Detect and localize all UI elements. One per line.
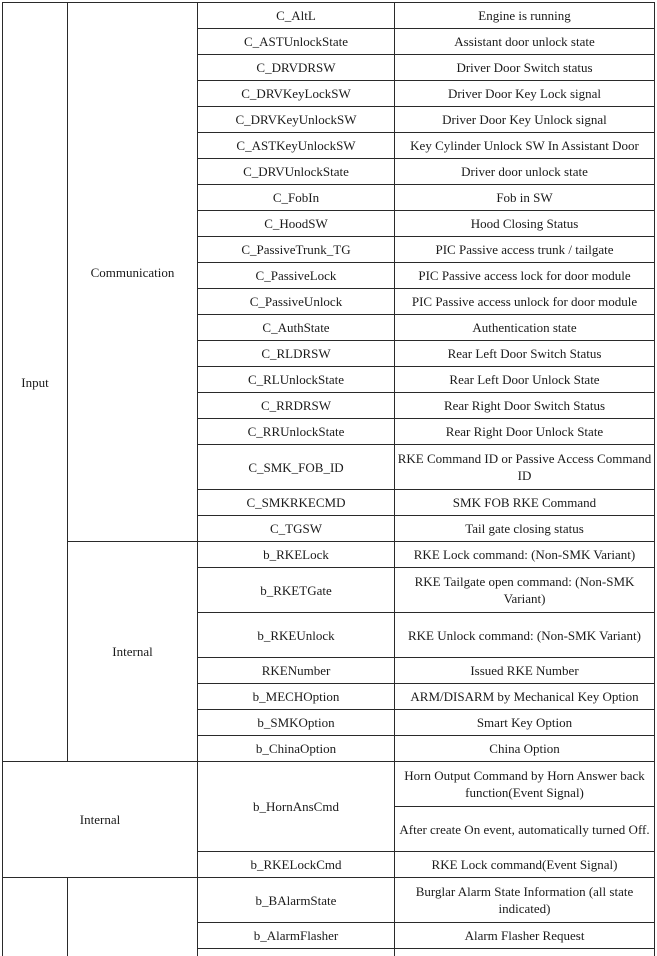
signal-name-cell: C_SMK_FOB_ID — [198, 445, 395, 490]
signal-name-cell: C_TGSW — [198, 516, 395, 542]
signal-description-cell: Hood Closing Status — [395, 211, 655, 237]
signal-name-cell: C_FobIn — [198, 185, 395, 211]
signal-name-cell: C_AuthState — [198, 315, 395, 341]
signal-name-cell: C_DRVKeyUnlockSW — [198, 107, 395, 133]
table-row — [3, 762, 655, 807]
signal-description-cell: Assistant door unlock state — [395, 29, 655, 55]
group-cell-output — [3, 878, 68, 956]
signal-description-cell: Smart Key Option — [395, 710, 655, 736]
signal-name-cell: C_AltL — [198, 3, 395, 29]
signal-name-cell: b_HornAnsCmd — [198, 762, 395, 852]
signal-description-cell: Fob in SW — [395, 185, 655, 211]
signal-description-cell: Rear Right Door Switch Status — [395, 393, 655, 419]
signal-name-cell: C_RLUnlockState — [198, 367, 395, 393]
signal-name-cell: C_DRVKeyLockSW — [198, 81, 395, 107]
signal-description-cell: Driver door unlock state — [395, 159, 655, 185]
signal-description-cell: PIC Passive access lock for door module — [395, 263, 655, 289]
signal-description-cell: Driver Door Switch status — [395, 55, 655, 81]
signal-description-cell: Driver Door Key Unlock signal — [395, 107, 655, 133]
signal-name-cell: b_RKEUnlock — [198, 613, 395, 658]
signal-name-cell: C_RRUnlockState — [198, 419, 395, 445]
table-row — [3, 542, 655, 568]
signal-description-cell: RKE Unlock command: (Non-SMK Variant) — [395, 613, 655, 658]
signal-description-cell: China Option — [395, 736, 655, 762]
signal-description-cell: ARM/DISARM by Mechanical Key Option — [395, 684, 655, 710]
signal-description-cell: RKE Lock command: (Non-SMK Variant) — [395, 542, 655, 568]
signal-name-cell: b_RKELock — [198, 542, 395, 568]
signal-name-cell: C_DRVUnlockState — [198, 159, 395, 185]
signal-name-cell: b_ChinaOption — [198, 736, 395, 762]
signal-description-cell: Authentication state — [395, 315, 655, 341]
signal-description-cell: After create On event, automatically turned Off. — [395, 807, 655, 852]
subgroup-cell-output — [68, 878, 198, 956]
signal-description-cell: Burglar Alarm State Information (all state indicated) — [395, 878, 655, 923]
subgroup-cell-internal: Internal — [68, 542, 198, 762]
signal-description-cell: Key Cylinder Unlock SW In Assistant Door — [395, 133, 655, 159]
signal-description-cell: Tail gate closing status — [395, 516, 655, 542]
group-cell-input: Input — [3, 3, 68, 762]
signal-name-cell: C_PassiveLock — [198, 263, 395, 289]
signal-description-cell: Rear Left Door Switch Status — [395, 341, 655, 367]
signal-table — [2, 2, 655, 956]
signal-name-cell: C_ASTKeyUnlockSW — [198, 133, 395, 159]
signal-description-cell: Engine is running — [395, 3, 655, 29]
signal-description-cell: Rear Right Door Unlock State — [395, 419, 655, 445]
signal-description-cell: Driver Door Key Lock signal — [395, 81, 655, 107]
signal-description-cell: SMK FOB RKE Command — [395, 490, 655, 516]
signal-name-cell: C_RRDRSW — [198, 393, 395, 419]
table-row — [3, 878, 655, 923]
signal-name-cell: C_HoodSW — [198, 211, 395, 237]
signal-description-cell: Horn Output Command by Horn Answer back function(Event Signal) — [395, 762, 655, 807]
table-row — [3, 3, 655, 29]
signal-description-cell — [395, 949, 655, 956]
signal-description-cell: Alarm Flasher Request — [395, 923, 655, 949]
signal-description-cell: PIC Passive access unlock for door module — [395, 289, 655, 315]
signal-name-cell: b_MECHOption — [198, 684, 395, 710]
group-cell-internal: Internal — [3, 762, 198, 878]
signal-name-cell: b_BAlarmState — [198, 878, 395, 923]
signal-name-cell: C_PassiveTrunk_TG — [198, 237, 395, 263]
signal-description-cell: Rear Left Door Unlock State — [395, 367, 655, 393]
signal-name-cell: b_RKETGate — [198, 568, 395, 613]
signal-name-cell: b_AlarmFlasher — [198, 923, 395, 949]
subgroup-cell-communication: Communication — [68, 3, 198, 542]
signal-description-cell: RKE Lock command(Event Signal) — [395, 852, 655, 878]
signal-name-cell: C_ASTUnlockState — [198, 29, 395, 55]
signal-name-cell: b_RKELockCmd — [198, 852, 395, 878]
signal-name-cell: C_DRVDRSW — [198, 55, 395, 81]
signal-name-cell: C_PassiveUnlock — [198, 289, 395, 315]
signal-name-cell: C_SMKRKECMD — [198, 490, 395, 516]
signal-name-cell — [198, 949, 395, 956]
signal-name-cell: RKENumber — [198, 658, 395, 684]
signal-description-cell: RKE Tailgate open command: (Non-SMK Variant) — [395, 568, 655, 613]
signal-description-cell: PIC Passive access trunk / tailgate — [395, 237, 655, 263]
signal-name-cell: b_SMKOption — [198, 710, 395, 736]
signal-description-cell: RKE Command ID or Passive Access Command ID — [395, 445, 655, 490]
signal-description-cell: Issued RKE Number — [395, 658, 655, 684]
signal-name-cell: C_RLDRSW — [198, 341, 395, 367]
